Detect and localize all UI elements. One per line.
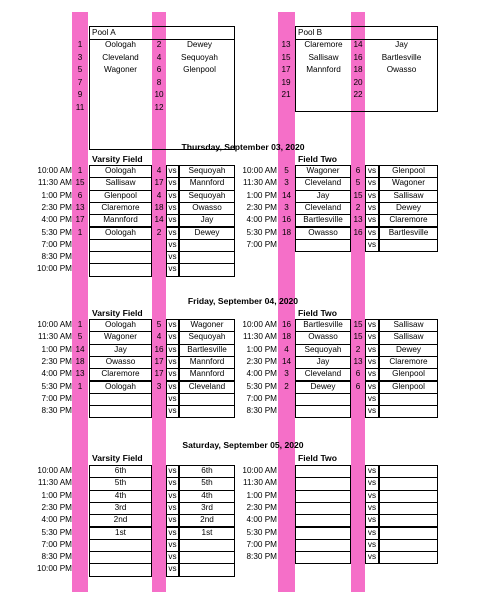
seed-number: 1: [77, 166, 83, 175]
match-time: 7:00 PM: [246, 393, 277, 403]
team-cell: [379, 502, 438, 515]
team-cell: [295, 393, 351, 406]
seed-number: 16: [353, 227, 363, 237]
field-name-varsity: Varsity Field: [92, 154, 143, 164]
team-name: Sequoyah: [188, 190, 226, 200]
team-name: Owasso: [308, 227, 338, 237]
team-cell: [295, 239, 351, 252]
vs-label: vs: [367, 190, 377, 200]
match-time: 11:30 AM: [243, 332, 277, 342]
match-time: 10:00 AM: [37, 166, 72, 175]
team-cell: [379, 539, 438, 552]
seed-number: 3: [156, 381, 162, 391]
team-name: Wagoner: [306, 166, 340, 175]
team-name: Jay: [316, 190, 330, 200]
match-time: 7:00 PM: [246, 539, 277, 549]
team-cell: [89, 239, 152, 252]
pool-seed-number: 3: [77, 52, 83, 62]
match-time: 2:30 PM: [246, 502, 277, 512]
seed-number: 3: [284, 369, 289, 379]
team-name: 4th: [201, 490, 213, 500]
seed-number: 6: [355, 369, 361, 379]
team-name: Mannford: [103, 215, 138, 225]
match-time: 2:30 PM: [246, 202, 277, 212]
team-name: Wagoner: [104, 332, 137, 342]
pool-seed-number: 1: [77, 40, 83, 49]
pool-seed-number: 20: [353, 77, 363, 87]
match-time: 4:00 PM: [246, 515, 277, 525]
team-name: 1st: [115, 527, 126, 537]
team-name: Sequoyah: [188, 166, 226, 175]
seed-number: 13: [75, 202, 85, 212]
seed-number: 13: [353, 215, 363, 225]
vs-label: vs: [168, 202, 177, 212]
pool-team-name: Bartlesville: [381, 52, 422, 62]
team-cell: [89, 263, 152, 276]
pool-title: Pool B: [298, 28, 323, 37]
team-name: 2nd: [113, 515, 128, 525]
team-name: Oologah: [105, 227, 136, 237]
vs-label: vs: [168, 393, 177, 403]
match-time: 8:30 PM: [41, 552, 72, 562]
match-time: 10:00 AM: [242, 320, 277, 329]
team-cell: [179, 251, 235, 264]
team-name: 4th: [114, 490, 127, 500]
team-cell: [89, 539, 152, 552]
seed-number: 2: [355, 344, 361, 354]
team-cell: [89, 563, 152, 576]
match-time: 1:00 PM: [246, 490, 277, 500]
seed-number: 4: [284, 344, 289, 354]
match-time: 1:00 PM: [246, 190, 277, 200]
team-name: Jay: [200, 215, 214, 225]
seed-number: 2: [156, 227, 162, 237]
pool-seed-number: 17: [281, 65, 291, 75]
team-cell: [295, 490, 351, 503]
day-title: Saturday, September 05, 2020: [182, 440, 304, 450]
match-time: 1:00 PM: [246, 344, 277, 354]
match-time: 1:00 PM: [41, 344, 72, 354]
vs-label: vs: [168, 320, 177, 329]
seed-number: 2: [355, 202, 361, 212]
team-name: Oologah: [105, 320, 136, 329]
pool-seed-number: 6: [156, 65, 162, 75]
vs-label: vs: [168, 227, 177, 237]
team-cell: [179, 239, 235, 252]
team-cell: [379, 490, 438, 503]
match-time: 4:00 PM: [246, 215, 277, 225]
team-cell: [295, 527, 351, 540]
pool-team-name: Owasso: [386, 65, 417, 75]
team-cell: [179, 263, 235, 276]
team-name: Bartlesville: [187, 344, 227, 354]
match-time: 8:30 PM: [41, 406, 72, 416]
team-name: Cleveland: [304, 178, 342, 188]
vs-label: vs: [367, 393, 377, 403]
vs-label: vs: [367, 178, 377, 188]
vs-label: vs: [168, 406, 177, 416]
seed-number: 6: [355, 166, 361, 175]
team-cell: [379, 393, 438, 406]
field-name-field-two: Field Two: [298, 453, 337, 463]
team-cell: [379, 465, 438, 478]
team-name: Dewey: [194, 227, 220, 237]
match-time: 5:30 PM: [41, 381, 72, 391]
match-time: 10:00 AM: [242, 466, 277, 475]
team-name: Wagoner: [392, 178, 425, 188]
day-title: Friday, September 04, 2020: [187, 296, 299, 306]
team-name: Cleveland: [304, 202, 342, 212]
team-cell: [179, 563, 235, 576]
match-time: 7:00 PM: [246, 239, 277, 249]
team-cell: [379, 514, 438, 527]
pool-seed-number: 5: [77, 65, 83, 75]
vs-label: vs: [168, 515, 177, 525]
pool-team-name: Glenpool: [183, 65, 216, 75]
team-cell: [89, 405, 152, 418]
field-name-field-two: Field Two: [298, 154, 337, 164]
match-time: 11:30 AM: [243, 478, 277, 488]
team-name: Cleveland: [188, 381, 226, 391]
seed-number: 4: [156, 166, 162, 175]
vs-label: vs: [168, 539, 177, 549]
team-name: Dewey: [310, 381, 336, 391]
team-name: 3rd: [114, 502, 127, 512]
team-name: 1st: [201, 527, 213, 537]
day-title: Thursday, September 03, 2020: [181, 142, 305, 152]
seed-number: 16: [281, 320, 292, 329]
field-name-varsity: Varsity Field: [92, 453, 143, 463]
team-cell: [295, 551, 351, 564]
team-name: 6th: [201, 466, 213, 475]
vs-label: vs: [168, 466, 177, 475]
seed-number: 17: [75, 215, 85, 225]
team-cell: [295, 405, 351, 418]
match-time: 10:00 AM: [242, 166, 277, 175]
team-name: Mannford: [189, 369, 225, 379]
match-time: 8:30 PM: [246, 552, 277, 562]
vs-label: vs: [367, 406, 377, 416]
team-name: 5th: [201, 478, 213, 488]
match-time: 7:00 PM: [41, 393, 72, 403]
pool-team-name: Cleveland: [102, 52, 139, 62]
match-time: 10:00 AM: [37, 320, 72, 329]
team-cell: [295, 514, 351, 527]
pool-seed-number: 4: [156, 52, 162, 62]
team-name: Wagoner: [190, 320, 224, 329]
match-time: 2:30 PM: [41, 502, 72, 512]
pool-team-name: Mannford: [306, 65, 341, 75]
match-time: 5:30 PM: [246, 227, 277, 237]
team-name: Claremore: [101, 202, 140, 212]
seed-number: 18: [154, 202, 164, 212]
team-name: Sallisaw: [393, 332, 424, 342]
team-cell: [379, 239, 438, 252]
vs-label: vs: [168, 502, 177, 512]
team-cell: [295, 477, 351, 490]
pool-team-name: Sequoyah: [181, 52, 218, 62]
seed-number: 5: [156, 320, 162, 329]
team-name: Mannford: [189, 356, 225, 366]
field-name-varsity: Varsity Field: [92, 308, 143, 318]
match-time: 7:00 PM: [41, 539, 72, 549]
team-name: Sallisaw: [393, 320, 424, 329]
seed-number: 17: [154, 356, 164, 366]
match-time: 5:30 PM: [246, 381, 277, 391]
pool-seed-number: 10: [154, 90, 164, 100]
team-name: 2nd: [200, 515, 214, 525]
team-name: Sallisaw: [393, 190, 424, 200]
team-name: Owasso: [308, 332, 338, 342]
team-name: Glenpool: [392, 381, 425, 391]
vs-label: vs: [168, 564, 177, 574]
seed-number: 15: [353, 332, 363, 342]
field-name-field-two: Field Two: [298, 308, 337, 318]
team-cell: [89, 251, 152, 264]
vs-label: vs: [367, 515, 377, 525]
match-time: 4:00 PM: [246, 369, 277, 379]
match-time: 11:30 AM: [243, 178, 277, 188]
team-cell: [379, 405, 438, 418]
match-time: 8:30 PM: [41, 252, 72, 262]
seed-number: 16: [281, 215, 292, 225]
match-time: 5:30 PM: [246, 527, 277, 537]
team-cell: [179, 393, 235, 406]
pool-seed-number: 22: [353, 90, 363, 100]
team-name: Jay: [316, 356, 330, 366]
team-name: Sallisaw: [105, 178, 136, 188]
vs-label: vs: [168, 369, 177, 379]
pool-seed-number: 18: [353, 65, 363, 75]
vs-label: vs: [168, 478, 177, 488]
match-time: 11:30 AM: [38, 332, 72, 342]
vs-label: vs: [168, 381, 177, 391]
pool-seed-number: 15: [281, 52, 291, 62]
seed-number: 14: [75, 344, 85, 354]
seed-number: 18: [75, 356, 85, 366]
pool-seed-number: 2: [156, 40, 162, 49]
seed-number: 13: [353, 356, 363, 366]
match-time: 11:30 AM: [38, 178, 72, 188]
match-time: 2:30 PM: [41, 202, 72, 212]
seed-number: 14: [281, 356, 292, 366]
match-time: 11:30 AM: [38, 478, 72, 488]
match-time: 4:00 PM: [41, 215, 72, 225]
match-time: 7:00 PM: [41, 239, 72, 249]
vs-label: vs: [367, 227, 377, 237]
pool-seed-number: 8: [156, 77, 162, 87]
seed-number: 1: [77, 320, 83, 329]
team-name: Cleveland: [304, 369, 342, 379]
seed-number: 5: [355, 178, 361, 188]
team-cell: [179, 539, 235, 552]
vs-label: vs: [367, 490, 377, 500]
team-name: Dewey: [395, 344, 422, 354]
team-name: Sequoyah: [188, 332, 226, 342]
vs-label: vs: [168, 552, 177, 562]
team-name: Glenpool: [392, 166, 425, 175]
team-name: Jay: [114, 344, 127, 354]
vs-label: vs: [168, 344, 177, 354]
team-cell: [179, 551, 235, 564]
pool-seed-number: 19: [281, 77, 291, 87]
pool-team-name: Sallisaw: [308, 52, 339, 62]
seed-number: 15: [353, 190, 363, 200]
pool-seed-number: 9: [77, 90, 83, 100]
seed-number: 1: [77, 227, 83, 237]
vs-label: vs: [367, 215, 377, 225]
team-name: Owasso: [192, 202, 222, 212]
match-time: 10:00 PM: [36, 264, 72, 274]
pool-team-name: Jay: [395, 40, 408, 49]
match-time: 8:30 PM: [246, 406, 277, 416]
vs-label: vs: [367, 320, 377, 329]
vs-label: vs: [367, 239, 377, 249]
vs-label: vs: [367, 381, 377, 391]
seed-number: 4: [156, 190, 162, 200]
seed-number: 5: [77, 332, 83, 342]
vs-label: vs: [367, 356, 377, 366]
pool-seed-number: 11: [75, 103, 85, 112]
vs-label: vs: [367, 502, 377, 512]
team-name: Mannford: [189, 178, 225, 188]
match-time: 4:00 PM: [41, 369, 72, 379]
team-name: Bartlesville: [303, 320, 343, 329]
seed-number: 14: [281, 190, 292, 200]
match-time: 2:30 PM: [246, 356, 277, 366]
team-cell: [295, 502, 351, 515]
pool-seed-number: 7: [77, 77, 83, 87]
vs-label: vs: [168, 527, 177, 537]
seed-number: 6: [77, 190, 83, 200]
team-name: Claremore: [389, 356, 428, 366]
seed-number: 16: [154, 344, 164, 354]
team-name: Sequoyah: [304, 344, 342, 354]
match-time: 5:30 PM: [41, 227, 72, 237]
vs-label: vs: [168, 178, 177, 188]
seed-number: 3: [284, 178, 289, 188]
vs-label: vs: [168, 264, 177, 274]
seed-number: 18: [281, 227, 292, 237]
seed-number: 1: [77, 381, 83, 391]
match-time: 1:00 PM: [41, 190, 72, 200]
team-cell: [379, 527, 438, 540]
pool-seed-number: 13: [281, 40, 291, 49]
team-name: Owasso: [105, 356, 136, 366]
team-name: Dewey: [395, 202, 422, 212]
vs-label: vs: [367, 166, 377, 175]
pool-seed-number: 16: [353, 52, 363, 62]
seed-number: 15: [353, 320, 363, 329]
pool-team-name: Oologah: [105, 40, 136, 49]
pool-team-name: Claremore: [304, 40, 343, 49]
vs-label: vs: [367, 527, 377, 537]
pool-team-name: Wagoner: [104, 65, 137, 75]
seed-number: 6: [355, 381, 361, 391]
team-name: Claremore: [389, 215, 428, 225]
team-name: Glenpool: [104, 190, 137, 200]
vs-label: vs: [168, 252, 177, 262]
vs-label: vs: [367, 539, 377, 549]
seed-number: 3: [284, 202, 289, 212]
vs-label: vs: [168, 239, 177, 249]
seed-number: 13: [75, 369, 85, 379]
match-time: 10:00 PM: [36, 564, 72, 574]
match-time: 1:00 PM: [41, 490, 72, 500]
team-name: Oologah: [105, 166, 136, 175]
team-cell: [379, 551, 438, 564]
team-name: Claremore: [101, 369, 140, 379]
team-name: 5th: [114, 478, 127, 488]
pool-seed-number: 12: [154, 103, 164, 112]
team-name: 3rd: [201, 502, 213, 512]
vs-label: vs: [367, 552, 377, 562]
pool-seed-number: 21: [281, 90, 291, 100]
match-time: 4:00 PM: [41, 515, 72, 525]
seed-number: 2: [284, 381, 289, 391]
team-cell: [295, 465, 351, 478]
vs-label: vs: [367, 369, 377, 379]
team-name: Oologah: [105, 381, 136, 391]
seed-number: 17: [154, 178, 164, 188]
team-name: Glenpool: [392, 369, 425, 379]
vs-label: vs: [168, 190, 177, 200]
team-cell: [295, 539, 351, 552]
vs-label: vs: [168, 166, 177, 175]
team-name: Bartlesville: [303, 215, 343, 225]
seed-number: 4: [156, 332, 162, 342]
vs-label: vs: [367, 332, 377, 342]
team-cell: [379, 477, 438, 490]
vs-label: vs: [367, 466, 377, 475]
vs-label: vs: [367, 202, 377, 212]
vs-label: vs: [168, 490, 177, 500]
seed-number: 14: [154, 215, 164, 225]
match-time: 10:00 AM: [37, 466, 72, 475]
pool-team-name: Dewey: [186, 40, 213, 49]
match-time: 2:30 PM: [41, 356, 72, 366]
vs-label: vs: [168, 332, 177, 342]
pool-seed-number: 14: [353, 40, 363, 49]
vs-label: vs: [168, 356, 177, 366]
team-cell: [179, 405, 235, 418]
team-name: Bartlesville: [388, 227, 429, 237]
vs-label: vs: [367, 344, 377, 354]
pool-title: Pool A: [92, 28, 116, 37]
seed-number: 17: [154, 369, 164, 379]
seed-number: 18: [281, 332, 292, 342]
vs-label: vs: [168, 215, 177, 225]
team-cell: [89, 393, 152, 406]
team-cell: [89, 551, 152, 564]
vs-label: vs: [367, 478, 377, 488]
seed-number: 15: [75, 178, 85, 188]
team-name: 6th: [114, 466, 127, 475]
seed-number: 5: [284, 166, 289, 175]
match-time: 5:30 PM: [41, 527, 72, 537]
